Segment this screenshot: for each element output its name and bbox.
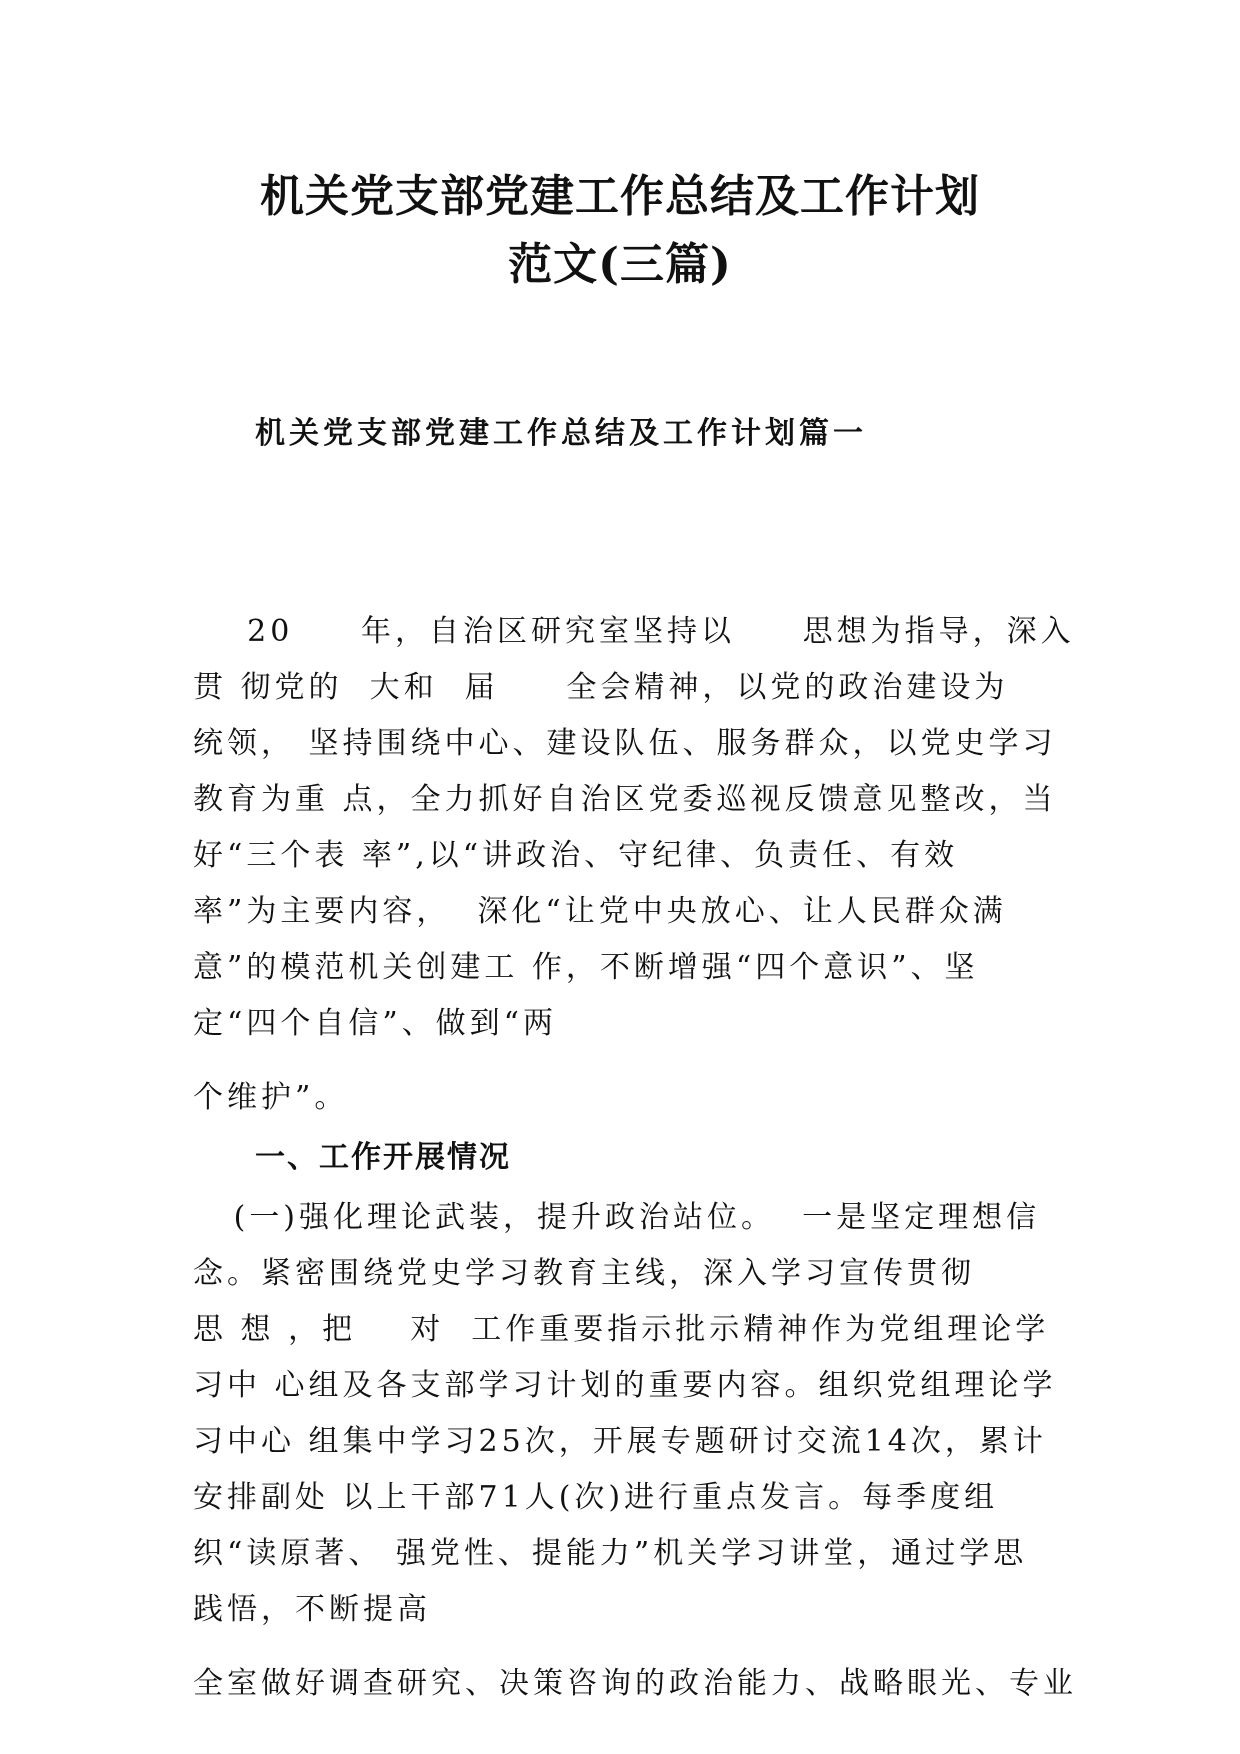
paragraph-1-line: 意”的模范机关创建工 作，不断增强“四个意识”、坚: [193, 950, 979, 985]
paragraph-1-line: 率”为主要内容， 深化“让党中央放心、让人民群众满: [193, 894, 1007, 929]
paragraph-1-end: 个维护”。: [193, 1080, 349, 1115]
paragraph-1-line: 20 年，自治区研究室坚持以 思想为指导，深入: [193, 614, 1075, 649]
document-title-line-2: 范文(三篇): [508, 239, 732, 290]
section-subtitle: 机关党支部党建工作总结及工作计划篇一: [255, 416, 867, 451]
paragraph-2-line: 思 想 ，把 对 工作重要指示批示精神作为党组理论学: [193, 1312, 1050, 1347]
paragraph-1-line: 教育为重 点，全力抓好自治区党委巡视反馈意见整改，当: [193, 782, 1057, 817]
paragraph-1-line: 定“四个自信”、做到“两: [193, 1006, 558, 1041]
paragraph-2-line: 习中 心组及各支部学习计划的重要内容。组织党组理论学: [193, 1368, 1057, 1403]
paragraph-2-line: 安排副处 以上干部71人(次)进行重点发言。每季度组: [193, 1480, 999, 1515]
paragraph-1-line: 统领， 坚持围绕中心、建设队伍、服务群众，以党史学习: [193, 726, 1057, 761]
paragraph-2-line: 习中心 组集中学习25次，开展专题研讨交流14次，累计: [193, 1424, 1047, 1459]
paragraph-2-line: (一)强化理论武装，提升政治站位。 一是坚定理想信: [193, 1200, 1041, 1235]
paragraph-2-line: 织“读原著、 强党性、提能力”机关学习讲堂，通过学思: [193, 1536, 1028, 1571]
paragraph-1-line: 贯 彻党的 大和 届 全会精神，以党的政治建设为: [193, 670, 1009, 705]
paragraph-2-line: 念。紧密围绕党史学习教育主线，深入学习宣传贯彻: [193, 1256, 975, 1291]
section-heading: 一、工作开展情况: [255, 1140, 511, 1175]
paragraph-3-line: 全室做好调查研究、决策咨询的政治能力、战略眼光、专业: [193, 1666, 1077, 1701]
paragraph-2-line: 践悟，不断提高: [193, 1592, 431, 1627]
document-title-line-1: 机关党支部党建工作总结及工作计划: [260, 171, 980, 222]
paragraph-1-line: 好“三个表 率”,以“讲政治、守纪律、负责任、有效: [193, 838, 959, 873]
